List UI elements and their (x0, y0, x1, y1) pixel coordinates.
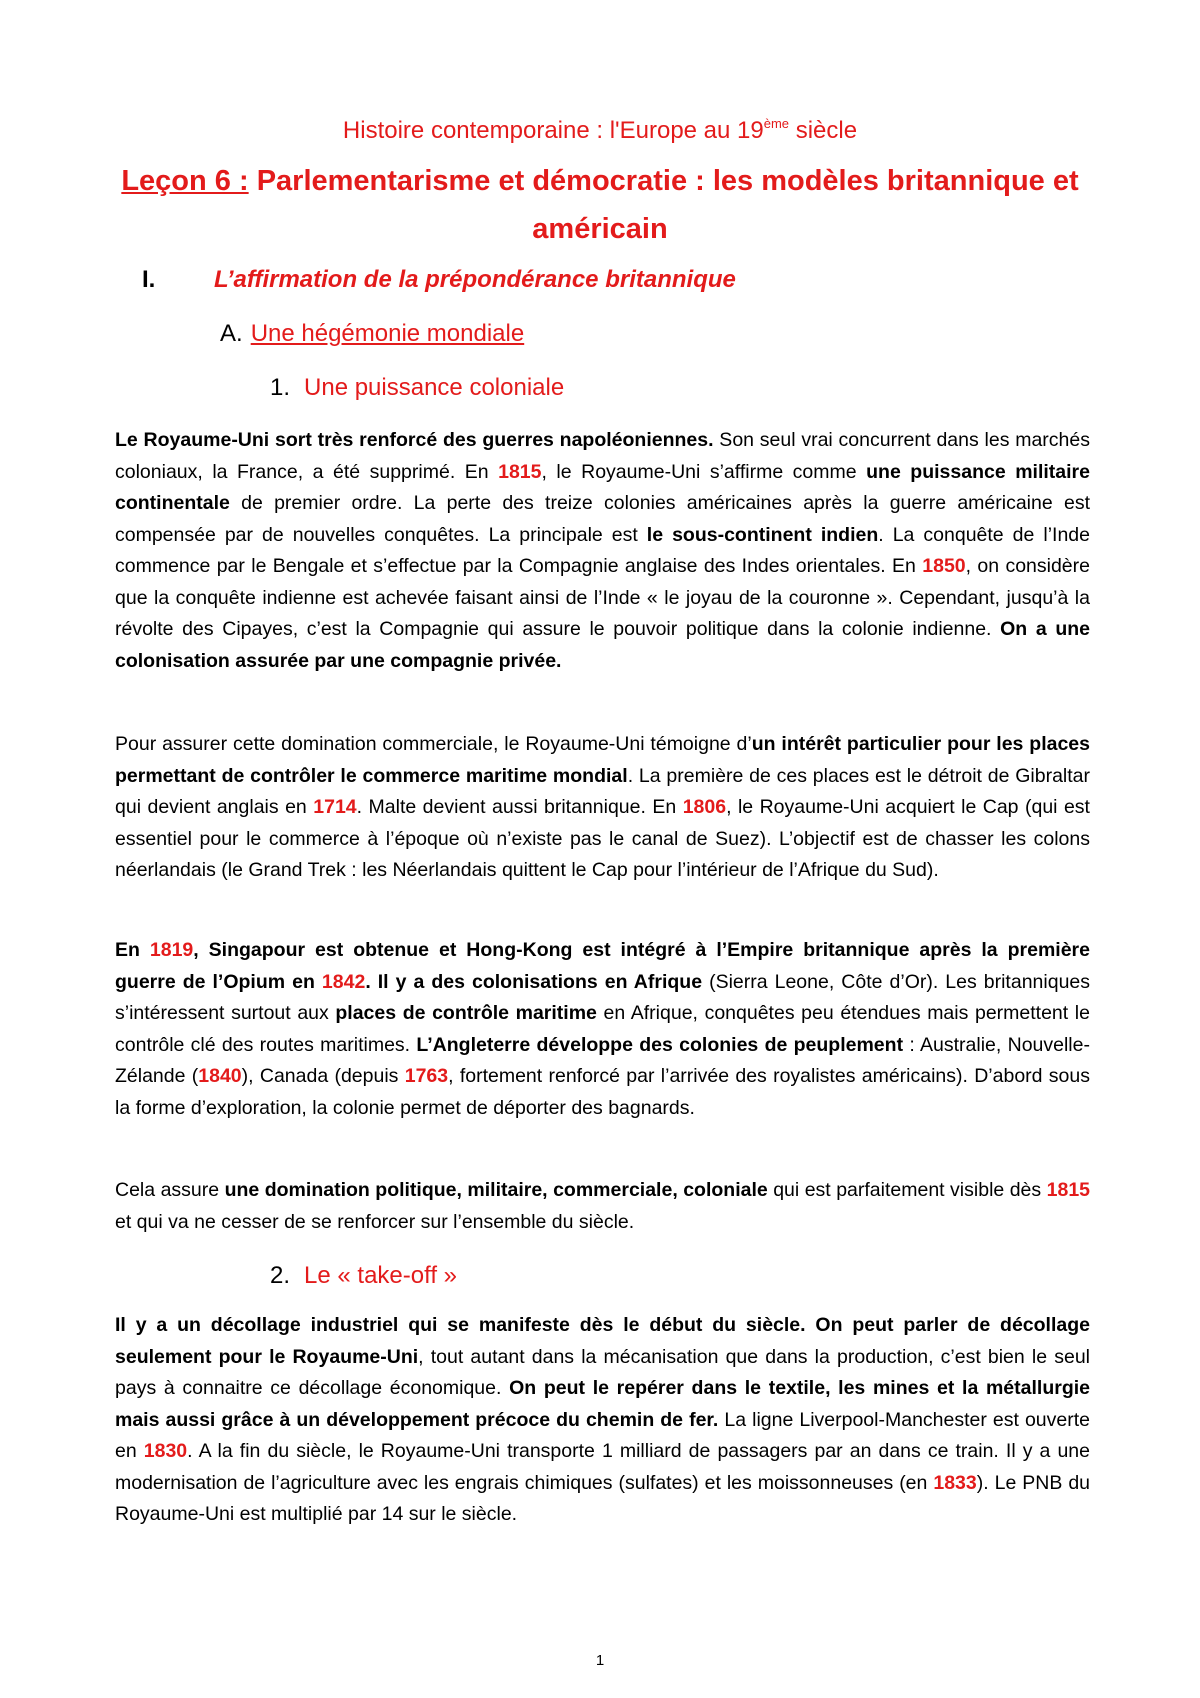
date-highlight: 1714 (313, 796, 357, 818)
course-title-text: Histoire contemporaine : l'Europe au 19 (342, 117, 764, 144)
part-number: 1. (270, 374, 291, 401)
date-highlight: 1842 (321, 970, 366, 993)
text-run: en Afrique, conquêtes peu étendues mais permettent le contrôle clé des routes maritimes. (115, 1002, 1090, 1056)
part-heading-2 (270, 1262, 457, 1290)
bold-text: On a une colonisation assurée par une compagnie privée. (115, 618, 1090, 672)
paragraph (115, 1175, 1090, 1238)
date-highlight: 1819 (149, 939, 194, 961)
course-title-suffix: siècle (789, 117, 858, 144)
date-highlight: 1840 (198, 1065, 242, 1087)
bold-text: un intérêt particulier pour les places permettant de contrôler le commerce maritime mondial (115, 733, 1090, 787)
date-highlight: 1815 (498, 460, 542, 483)
text-run: . La conquête de l’Inde commence par le Bengale et s’effectue par la Compagnie anglaise des Indes orientales. En (115, 523, 1090, 577)
paragraph (115, 935, 1090, 1124)
bold-text: Il y a un décollage industriel qui se manifeste dès le début du siècle. On peut parler de décollage seulement pour le Royaume-Uni (115, 1314, 1090, 1368)
text-run: La ligne Liverpool-Manchester est ouverte en (115, 1408, 1090, 1462)
text-run: et qui va ne cesser de se renforcer sur l’ensemble du siècle. (115, 1210, 635, 1233)
section-number: I. (142, 266, 156, 293)
text-run: Son seul vrai concurrent dans les marchés coloniaux, la France, a été supprimé. En (115, 429, 1090, 483)
text-run: , le Royaume-Uni acquiert le Cap (qui est essentiel pour le commerce à l’époque où n’existe pas le canal de Suez). L’objectif est de chasser les colons néerlandais (le Grand Trek : les Néerlandais quittent le Cap pour l’intérieur de l’Afrique du Sud). (115, 796, 1090, 881)
bold-text: L’Angleterre développe des colonies de peuplement (416, 1033, 904, 1056)
subsection-title: Une hégémonie mondiale (250, 320, 525, 347)
paragraph (115, 729, 1090, 887)
part-title: Le « take-off » (304, 1262, 458, 1289)
course-title (0, 117, 1200, 145)
bold-text: le sous-continent indien (646, 523, 879, 546)
section-heading-1 (142, 266, 736, 294)
bold-text: , Singapour est obtenue et Hong-Kong est intégré à l’Empire britannique après la première guerre de l’Opium en (115, 939, 1090, 993)
text-run: , le Royaume-Uni s’affirme comme (541, 460, 867, 483)
text-run: ), Canada (depuis (241, 1065, 405, 1087)
text-run: : Australie, Nouvelle-Zélande ( (115, 1033, 1090, 1087)
paragraph (115, 1310, 1090, 1531)
text-run: , tout autant dans la mécanisation que dans la production, c’est bien le seul pays à connaitre ce décollage économique. (115, 1345, 1090, 1399)
part-number: 2. (270, 1262, 291, 1289)
section-title: L’affirmation de la prépondérance britannique (214, 266, 736, 293)
text-run: . La première de ces places est le détroit de Gibraltar qui devient anglais en (115, 764, 1090, 818)
bold-text: En (115, 939, 150, 961)
part-title: Une puissance coloniale (304, 374, 565, 401)
page-number: 1 (595, 1652, 605, 1669)
text-run: (Sierra Leone, Côte d’Or). Les britanniques s’intéressent surtout aux (115, 970, 1091, 1024)
text-run: ). Le PNB du Royaume-Uni est multiplié par 14 sur le siècle. (115, 1471, 1091, 1525)
text-run: , fortement renforcé par l’arrivée des royalistes américains). D’abord sous la forme d’exploration, la colonie permet de déporter des bagnards. (115, 1065, 1090, 1119)
lesson-label: Leçon 6 : (121, 165, 249, 197)
text-run: Pour assurer cette domination commerciale, le Royaume-Uni témoigne d’ (115, 733, 752, 755)
bold-text: . Il y a des colonisations en Afrique (365, 970, 703, 993)
date-highlight: 1815 (1046, 1179, 1091, 1201)
text-run: qui est parfaitement visible dès (767, 1179, 1047, 1201)
subsection-number: A. (220, 320, 243, 347)
lesson-title (110, 157, 1090, 253)
date-highlight: 1763 (404, 1065, 449, 1087)
date-highlight: 1833 (933, 1471, 977, 1494)
bold-text: On peut le repérer dans le textile, les mines et la métallurgie mais aussi grâce à un développement précoce du chemin de fer. (115, 1377, 1091, 1431)
bold-text: Le Royaume-Uni sort très renforcé des guerres napoléoniennes. (115, 429, 714, 451)
bold-text: une puissance militaire continentale (115, 460, 1090, 514)
bold-text: places de contrôle maritime (335, 1002, 597, 1024)
subsection-heading-a (220, 320, 524, 348)
text-run: Cela assure (115, 1179, 225, 1201)
bold-text: une domination politique, militaire, commerciale, coloniale (224, 1179, 768, 1201)
lesson-title-text: Parlementarisme et démocratie : les modèles britannique et américain (248, 165, 1079, 245)
part-heading-1 (270, 374, 564, 402)
text-run: de premier ordre. La perte des treize colonies américaines après la guerre américaine est compensée par de nouvelles conquêtes. La principale est (115, 492, 1090, 546)
date-highlight: 1806 (682, 796, 727, 818)
date-highlight: 1830 (143, 1440, 188, 1462)
paragraph (115, 425, 1090, 677)
text-run: . Malte devient aussi britannique. En (356, 796, 683, 818)
text-run: . A la fin du siècle, le Royaume-Uni transporte 1 milliard de passagers par an dans ce train. Il y a une modernisation de l’agriculture avec les engrais chimiques (sulfates) et les moissonneuses (en (115, 1440, 1090, 1494)
course-title-superscript: ème (763, 116, 790, 131)
date-highlight: 1850 (922, 555, 966, 577)
text-run: , on considère que la conquête indienne est achevée faisant ainsi de l’Inde « le joyau de la couronne ». Cependant, jusqu’à la révolte des Cipayes, c’est la Compagnie qui assure le pouvoir politique dans la colonie indienne. (115, 555, 1090, 640)
